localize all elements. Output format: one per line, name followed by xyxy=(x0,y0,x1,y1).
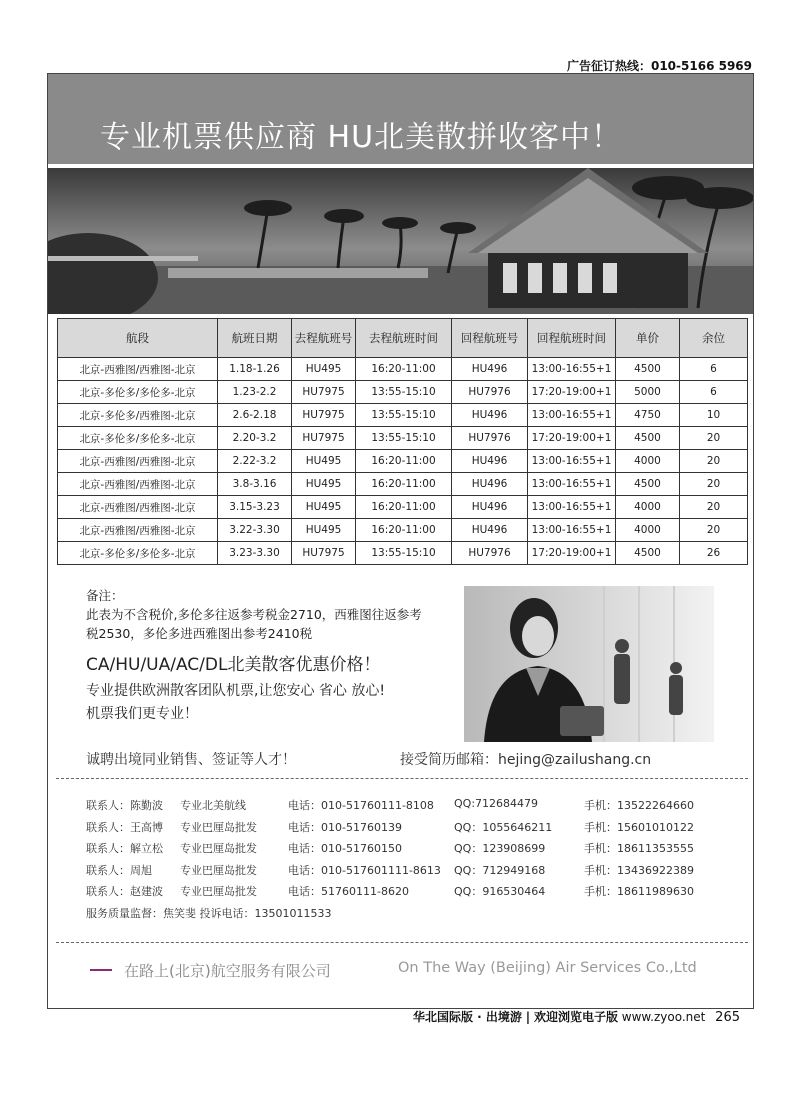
cell: HU7976 xyxy=(452,542,528,565)
header-price: 单价 xyxy=(616,319,680,358)
notes-block xyxy=(86,586,466,643)
cell: 13:00-16:55+1 xyxy=(528,496,616,519)
contact-name: 联系人：周旭 xyxy=(86,863,152,877)
cell: 北京-多伦多/多伦多-北京 xyxy=(58,381,218,404)
contact-mobile: 手机：18611989630 xyxy=(584,885,694,898)
header-route: 航段 xyxy=(58,319,218,358)
cell: HU496 xyxy=(452,358,528,381)
table-row xyxy=(58,450,748,473)
contact-qq: QQ:712684479 xyxy=(454,797,539,810)
company-name-cn: 在路上(北京)航空服务有限公司 xyxy=(124,962,331,980)
cell: HU496 xyxy=(452,519,528,542)
cell: 16:20-11:00 xyxy=(356,473,452,496)
cell: 20 xyxy=(680,496,748,519)
page-number: 265 xyxy=(715,1010,740,1025)
cell: 17:20-19:00+1 xyxy=(528,542,616,565)
cell: 17:20-19:00+1 xyxy=(528,427,616,450)
contact-mobile: 手机：18611353555 xyxy=(584,842,694,855)
table-row xyxy=(58,496,748,519)
contact-qq: QQ：1055646211 xyxy=(454,820,553,834)
contact-phone: 电话：010-517601111-8613 xyxy=(288,863,441,877)
promo-headline: CA/HU/UA/AC/DL北美散客优惠价格！ xyxy=(86,655,381,675)
cell: HU496 xyxy=(452,450,528,473)
cell: 13:00-16:55+1 xyxy=(528,450,616,473)
cell: HU496 xyxy=(452,404,528,427)
contact-name: 联系人：赵建波 xyxy=(86,885,163,898)
table-row xyxy=(58,427,748,450)
table-row xyxy=(58,519,748,542)
cell: HU7976 xyxy=(452,427,528,450)
promo-line-2: 机票我们更专业！ xyxy=(86,706,198,722)
cell: 北京-多伦多/多伦多-北京 xyxy=(58,542,218,565)
contact-name: 联系人：陈勤波 xyxy=(86,799,163,812)
cell: HU495 xyxy=(292,473,356,496)
page-footer xyxy=(413,1008,740,1025)
contact-mobile: 手机：13522264660 xyxy=(584,799,694,812)
footer-edition: 华北国际版 · 出境游 xyxy=(412,1010,522,1024)
cell: 1.23-2.2 xyxy=(218,381,292,404)
cell: 3.15-3.23 xyxy=(218,496,292,519)
cell: 16:20-11:00 xyxy=(356,496,452,519)
contact-role: 专业巴厘岛批发 xyxy=(180,885,257,898)
table-row xyxy=(58,381,748,404)
cell: 3.22-3.30 xyxy=(218,519,292,542)
cell: 13:55-15:10 xyxy=(356,381,452,404)
cell: 3.8-3.16 xyxy=(218,473,292,496)
contact-qq: QQ：123908699 xyxy=(454,842,546,855)
cell: 13:55-15:10 xyxy=(356,404,452,427)
table-header-row xyxy=(58,319,748,358)
cell: 16:20-11:00 xyxy=(356,358,452,381)
contact-mobile: 手机：15601010122 xyxy=(584,820,694,834)
cell: HU495 xyxy=(292,496,356,519)
cell: 13:55-15:10 xyxy=(356,542,452,565)
header-seats: 余位 xyxy=(680,319,748,358)
cell: 6 xyxy=(680,381,748,404)
header-outbound-flight: 去程航班号 xyxy=(292,319,356,358)
contact-mobile: 手机：13436922389 xyxy=(584,863,694,877)
recruit-text: 诚聘出境同业销售、签证等人才！ xyxy=(86,752,296,768)
cell: 2.20-3.2 xyxy=(218,427,292,450)
company-accent-line xyxy=(90,969,112,971)
cell: 13:55-15:10 xyxy=(356,427,452,450)
cell: 13:00-16:55+1 xyxy=(528,404,616,427)
cell: 16:20-11:00 xyxy=(356,519,452,542)
contact-phone: 电话：51760111-8620 xyxy=(288,885,409,898)
contact-role: 专业巴厘岛批发 xyxy=(180,863,257,877)
cell: 北京-西雅图/西雅图-北京 xyxy=(58,519,218,542)
cell: 2.6-2.18 xyxy=(218,404,292,427)
businesswoman-photo xyxy=(464,586,714,742)
cell: 6 xyxy=(680,358,748,381)
contact-phone: 电话：010-51760150 xyxy=(288,842,402,855)
cell: 10 xyxy=(680,404,748,427)
divider-dashed-top xyxy=(56,778,748,779)
cell: 4750 xyxy=(616,404,680,427)
cell: 北京-西雅图/西雅图-北京 xyxy=(58,473,218,496)
footer-url[interactable]: www.zyoo.net xyxy=(621,1010,706,1024)
fare-table xyxy=(57,318,748,565)
cell: HU7975 xyxy=(292,404,356,427)
cell: 20 xyxy=(680,450,748,473)
cell: 北京-西雅图/西雅图-北京 xyxy=(58,450,218,473)
cell: 北京-多伦多/西雅图-北京 xyxy=(58,404,218,427)
cell: HU7975 xyxy=(292,381,356,404)
cell: 4500 xyxy=(616,473,680,496)
cell: 4000 xyxy=(616,519,680,542)
footer-web: 欢迎浏览电子版 xyxy=(533,1010,618,1024)
cell: 2.22-3.2 xyxy=(218,450,292,473)
header-return-time: 回程航班时间 xyxy=(528,319,616,358)
contact-phone: 电话：010-51760139 xyxy=(288,820,402,834)
notes-label: 备注： xyxy=(86,588,124,603)
cell: 16:20-11:00 xyxy=(356,450,452,473)
cell: HU7975 xyxy=(292,542,356,565)
cell: HU495 xyxy=(292,519,356,542)
notes-line-1: 此表为不含税价,多伦多往返参考税金2710，西雅图往返参考 xyxy=(86,607,422,622)
banner-title: 专业机票供应商 HU北美散拼收客中！ xyxy=(100,120,623,155)
contact-phone: 电话：010-51760111-8108 xyxy=(288,799,434,812)
cell: 20 xyxy=(680,473,748,496)
cell: 17:20-19:00+1 xyxy=(528,381,616,404)
table-row xyxy=(58,358,748,381)
cell: 5000 xyxy=(616,381,680,404)
divider-dashed-bottom xyxy=(56,942,748,943)
contact-qq: QQ：712949168 xyxy=(454,863,546,877)
promo-block xyxy=(86,680,385,726)
contact-role: 专业巴厘岛批发 xyxy=(180,842,257,855)
company-name-en: On The Way (Beijing) Air Services Co.,Ltd xyxy=(398,960,697,976)
notes-line-2: 税2530，多伦多进西雅图出参考2410税 xyxy=(86,626,313,641)
cell: 4500 xyxy=(616,542,680,565)
cell: HU495 xyxy=(292,450,356,473)
cell: 4000 xyxy=(616,450,680,473)
cell: 13:00-16:55+1 xyxy=(528,358,616,381)
table-row xyxy=(58,473,748,496)
cell: 北京-多伦多/多伦多-北京 xyxy=(58,427,218,450)
contact-qq: QQ：916530464 xyxy=(454,885,546,898)
contact-name: 联系人：解立松 xyxy=(86,842,163,855)
cell: 北京-西雅图/西雅图-北京 xyxy=(58,358,218,381)
cell: 20 xyxy=(680,519,748,542)
cell: 13:00-16:55+1 xyxy=(528,519,616,542)
cell: HU495 xyxy=(292,358,356,381)
ad-hotline: 广告征订热线：010-5166 5969 xyxy=(566,59,752,73)
promo-line-1: 专业提供欧洲散客团队机票,让您安心 省心 放心! xyxy=(86,683,385,699)
header-outbound-time: 去程航班时间 xyxy=(356,319,452,358)
cell: HU7976 xyxy=(452,381,528,404)
cell: 4000 xyxy=(616,496,680,519)
cell: HU7975 xyxy=(292,427,356,450)
table-row xyxy=(58,542,748,565)
resort-photo xyxy=(48,168,753,314)
cell: HU496 xyxy=(452,473,528,496)
cell: 1.18-1.26 xyxy=(218,358,292,381)
header-return-flight: 回程航班号 xyxy=(452,319,528,358)
cell: 北京-西雅图/西雅图-北京 xyxy=(58,496,218,519)
cell: 13:00-16:55+1 xyxy=(528,473,616,496)
header-date: 航班日期 xyxy=(218,319,292,358)
cell: 20 xyxy=(680,427,748,450)
supervisor-text: 服务质量监督：焦笑斐 投诉电话：13501011533 xyxy=(86,906,332,920)
cell: 3.23-3.30 xyxy=(218,542,292,565)
cell: 4500 xyxy=(616,358,680,381)
cell: HU496 xyxy=(452,496,528,519)
contact-role: 专业北美航线 xyxy=(180,799,246,812)
contact-role: 专业巴厘岛批发 xyxy=(180,820,257,834)
footer-separator: | xyxy=(525,1010,531,1024)
table-row xyxy=(58,404,748,427)
contact-name: 联系人：王高博 xyxy=(86,820,163,834)
cell: 26 xyxy=(680,542,748,565)
cell: 4500 xyxy=(616,427,680,450)
resume-email[interactable]: 接受简历邮箱：hejing@zailushang.cn xyxy=(400,752,652,768)
